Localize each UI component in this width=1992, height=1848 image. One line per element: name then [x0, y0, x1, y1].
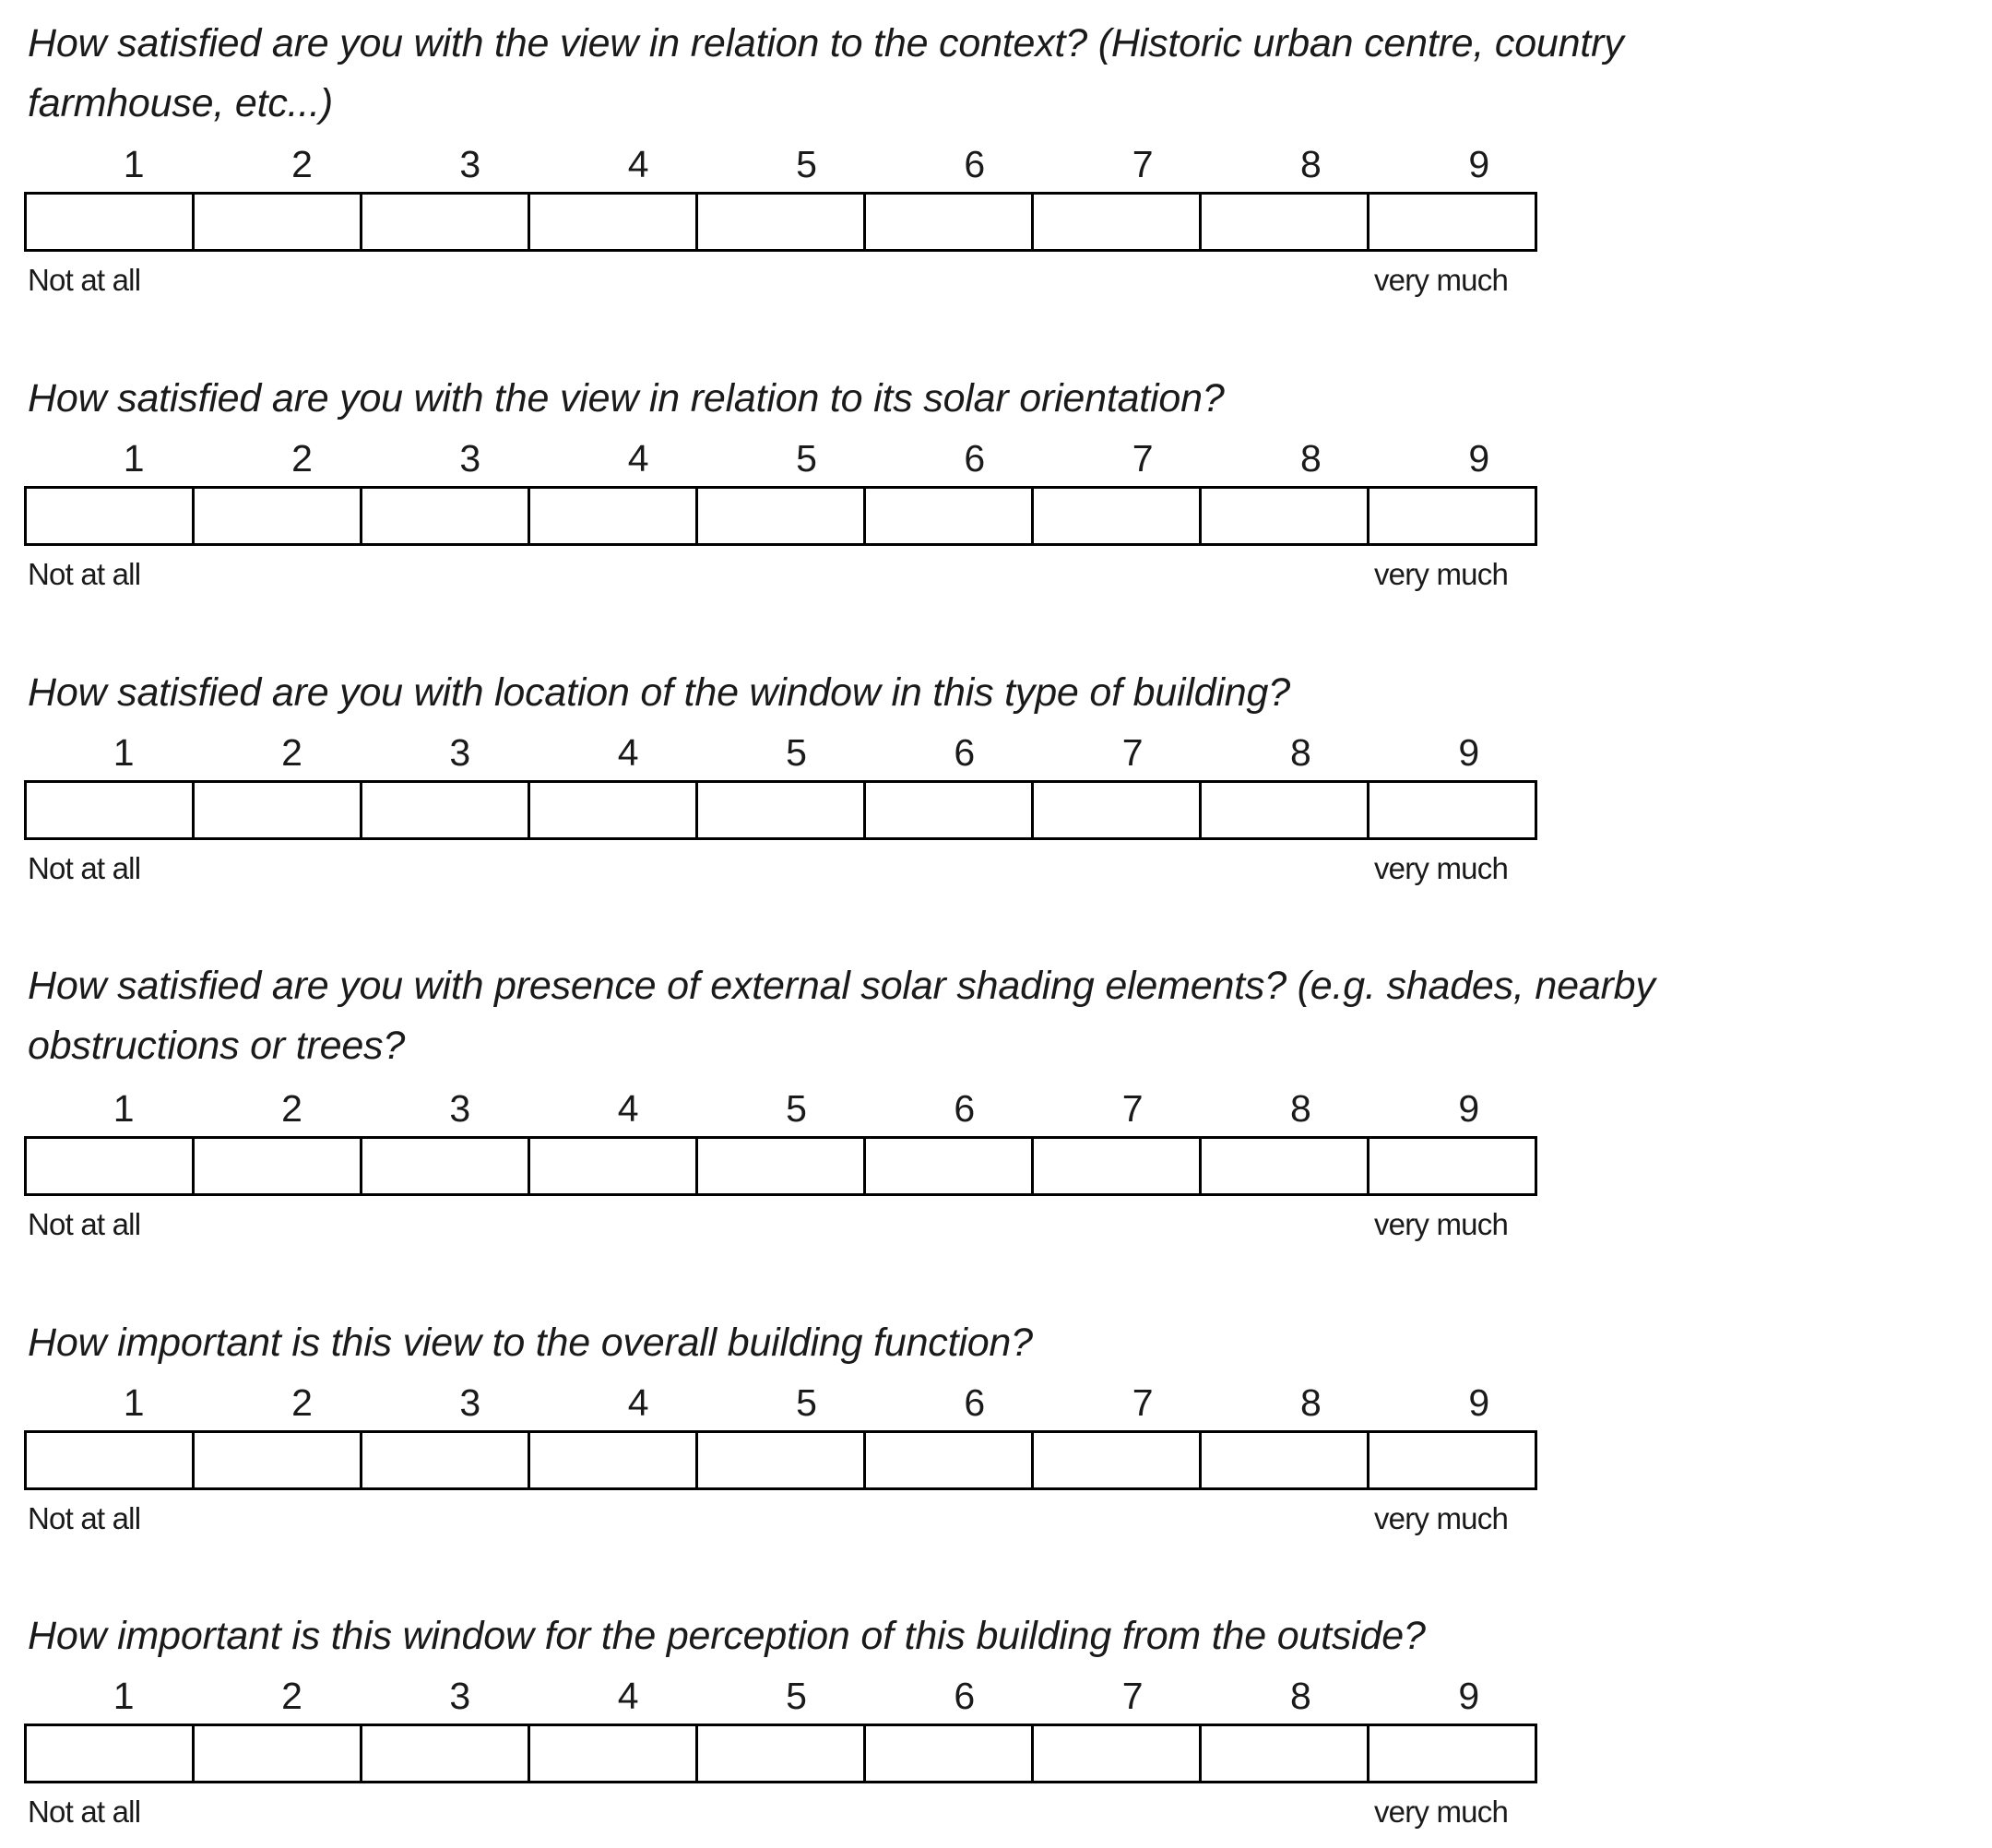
scale-number: 7 — [1121, 731, 1144, 774]
question-text-line: How satisfied are you with the view in relation to its solar orientation? — [28, 376, 1225, 421]
rating-scale — [24, 780, 1537, 840]
question-text — [28, 14, 1624, 134]
rating-scale — [24, 1724, 1537, 1783]
scale-number: 2 — [281, 1087, 302, 1130]
rating-option-9[interactable] — [1370, 489, 1535, 543]
rating-option-2[interactable] — [195, 489, 362, 543]
scale-numbers — [24, 1087, 1553, 1130]
rating-option-6[interactable] — [866, 1139, 1034, 1193]
rating-option-2[interactable] — [195, 1433, 362, 1487]
rating-option-2[interactable] — [195, 195, 362, 249]
rating-option-8[interactable] — [1202, 1433, 1370, 1487]
rating-option-4[interactable] — [530, 489, 698, 543]
scale-number: 9 — [1468, 143, 1490, 185]
scale-number: 7 — [1121, 1675, 1144, 1717]
rating-option-3[interactable] — [362, 489, 530, 543]
rating-option-8[interactable] — [1202, 195, 1370, 249]
scale-label-high: very much — [1373, 1501, 1508, 1535]
rating-option-7[interactable] — [1034, 1433, 1202, 1487]
scale-number: 7 — [1121, 1087, 1144, 1130]
rating-option-2[interactable] — [195, 783, 362, 837]
rating-option-9[interactable] — [1370, 1139, 1535, 1193]
rating-scale — [24, 192, 1537, 252]
scale-number: 3 — [459, 437, 481, 480]
rating-option-5[interactable] — [698, 489, 866, 543]
rating-option-4[interactable] — [530, 1139, 698, 1193]
scale-numbers — [24, 143, 1563, 185]
rating-option-9[interactable] — [1370, 1726, 1535, 1781]
scale-number: 7 — [1132, 437, 1154, 480]
rating-option-5[interactable] — [698, 1726, 866, 1781]
scale-number: 1 — [113, 731, 135, 774]
rating-option-1[interactable] — [27, 1433, 195, 1487]
scale-number: 9 — [1468, 437, 1490, 480]
scale-number: 4 — [627, 1381, 649, 1424]
scale-number: 6 — [964, 437, 986, 480]
rating-option-1[interactable] — [27, 1726, 195, 1781]
scale-label-low: Not at all — [28, 1207, 141, 1241]
rating-option-9[interactable] — [1370, 195, 1535, 249]
question-text — [28, 956, 1655, 1076]
scale-number: 3 — [459, 1381, 481, 1424]
scale-number: 6 — [954, 1087, 976, 1130]
scale-number: 1 — [113, 1675, 135, 1717]
scale-numbers — [24, 437, 1563, 480]
rating-option-4[interactable] — [530, 195, 698, 249]
rating-option-8[interactable] — [1202, 1726, 1370, 1781]
question-text — [28, 663, 1290, 723]
scale-numbers — [24, 731, 1553, 774]
scale-number: 2 — [291, 437, 313, 480]
scale-label-high: very much — [1373, 851, 1508, 885]
scale-number: 5 — [796, 143, 817, 185]
rating-option-7[interactable] — [1034, 489, 1202, 543]
rating-option-3[interactable] — [362, 1139, 530, 1193]
question-text-line: How satisfied are you with location of the window in this type of building? — [28, 670, 1290, 715]
scale-numbers — [24, 1381, 1563, 1424]
scale-label-high: very much — [1373, 1207, 1508, 1241]
scale-number: 2 — [281, 1675, 302, 1717]
question-text-line: How satisfied are you with the view in relation to the context? (Historic urban centre, country — [28, 21, 1624, 65]
rating-option-5[interactable] — [698, 1433, 866, 1487]
scale-number: 8 — [1300, 1381, 1322, 1424]
scale-label-low: Not at all — [28, 1501, 141, 1535]
rating-option-1[interactable] — [27, 195, 195, 249]
question-text-line: How satisfied are you with presence of external solar shading elements? (e.g. shades, nearby — [28, 964, 1655, 1008]
question-text-line: How important is this window for the perception of this building from the outside? — [28, 1614, 1426, 1658]
rating-option-7[interactable] — [1034, 1726, 1202, 1781]
rating-scale — [24, 1430, 1537, 1490]
rating-option-6[interactable] — [866, 1726, 1034, 1781]
rating-option-7[interactable] — [1034, 783, 1202, 837]
scale-number: 8 — [1300, 143, 1322, 185]
scale-number: 9 — [1468, 1381, 1490, 1424]
rating-option-2[interactable] — [195, 1139, 362, 1193]
question-text-line: farmhouse, etc...) — [28, 81, 333, 125]
rating-option-2[interactable] — [195, 1726, 362, 1781]
scale-label-high: very much — [1373, 557, 1508, 591]
rating-option-8[interactable] — [1202, 1139, 1370, 1193]
scale-number: 4 — [617, 1087, 639, 1130]
rating-option-5[interactable] — [698, 1139, 866, 1193]
rating-scale — [24, 1136, 1537, 1196]
scale-numbers — [24, 1675, 1553, 1717]
scale-number: 3 — [449, 1675, 471, 1717]
rating-scale — [24, 486, 1537, 546]
rating-option-4[interactable] — [530, 1726, 698, 1781]
scale-number: 2 — [281, 731, 302, 774]
rating-option-6[interactable] — [866, 489, 1034, 543]
rating-option-3[interactable] — [362, 1726, 530, 1781]
scale-number: 1 — [123, 437, 145, 480]
scale-number: 3 — [459, 143, 481, 185]
scale-number: 8 — [1290, 1087, 1311, 1130]
scale-number: 5 — [786, 1087, 807, 1130]
rating-option-4[interactable] — [530, 783, 698, 837]
scale-label-low: Not at all — [28, 1795, 141, 1829]
scale-number: 8 — [1290, 731, 1311, 774]
scale-number: 5 — [796, 1381, 817, 1424]
rating-option-9[interactable] — [1370, 1433, 1535, 1487]
rating-option-3[interactable] — [362, 783, 530, 837]
scale-number: 2 — [291, 1381, 313, 1424]
rating-option-5[interactable] — [698, 783, 866, 837]
rating-option-8[interactable] — [1202, 489, 1370, 543]
rating-option-1[interactable] — [27, 489, 195, 543]
scale-number: 1 — [123, 1381, 145, 1424]
scale-number: 5 — [786, 1675, 807, 1717]
rating-option-3[interactable] — [362, 195, 530, 249]
scale-number: 9 — [1458, 731, 1480, 774]
scale-number: 2 — [291, 143, 313, 185]
rating-option-5[interactable] — [698, 195, 866, 249]
rating-option-7[interactable] — [1034, 195, 1202, 249]
rating-option-1[interactable] — [27, 1139, 195, 1193]
scale-number: 1 — [123, 143, 145, 185]
scale-number: 8 — [1300, 437, 1322, 480]
scale-number: 4 — [627, 143, 649, 185]
scale-number: 6 — [964, 1381, 986, 1424]
scale-number: 4 — [617, 731, 639, 774]
rating-option-3[interactable] — [362, 1433, 530, 1487]
rating-option-9[interactable] — [1370, 783, 1535, 837]
scale-label-high: very much — [1373, 1795, 1508, 1829]
rating-option-8[interactable] — [1202, 783, 1370, 837]
scale-number: 5 — [796, 437, 817, 480]
scale-label-low: Not at all — [28, 557, 141, 591]
rating-option-6[interactable] — [866, 195, 1034, 249]
scale-label-low: Not at all — [28, 263, 141, 297]
scale-number: 6 — [954, 731, 976, 774]
scale-number: 6 — [964, 143, 986, 185]
question-text — [28, 369, 1225, 429]
rating-option-6[interactable] — [866, 783, 1034, 837]
scale-label-high: very much — [1373, 263, 1508, 297]
scale-number: 7 — [1132, 1381, 1154, 1424]
scale-number: 5 — [786, 731, 807, 774]
question-text — [28, 1606, 1426, 1666]
rating-option-7[interactable] — [1034, 1139, 1202, 1193]
rating-option-1[interactable] — [27, 783, 195, 837]
scale-number: 8 — [1290, 1675, 1311, 1717]
scale-number: 9 — [1458, 1675, 1480, 1717]
rating-option-4[interactable] — [530, 1433, 698, 1487]
scale-number: 4 — [627, 437, 649, 480]
scale-number: 7 — [1132, 143, 1154, 185]
question-text — [28, 1313, 1033, 1373]
scale-number: 1 — [113, 1087, 135, 1130]
question-text-line: How important is this view to the overall building function? — [28, 1321, 1033, 1365]
scale-number: 9 — [1458, 1087, 1480, 1130]
scale-number: 3 — [449, 1087, 471, 1130]
scale-number: 6 — [954, 1675, 976, 1717]
scale-number: 3 — [449, 731, 471, 774]
rating-option-6[interactable] — [866, 1433, 1034, 1487]
question-text-line: obstructions or trees? — [28, 1024, 406, 1068]
scale-number: 4 — [617, 1675, 639, 1717]
scale-label-low: Not at all — [28, 851, 141, 885]
